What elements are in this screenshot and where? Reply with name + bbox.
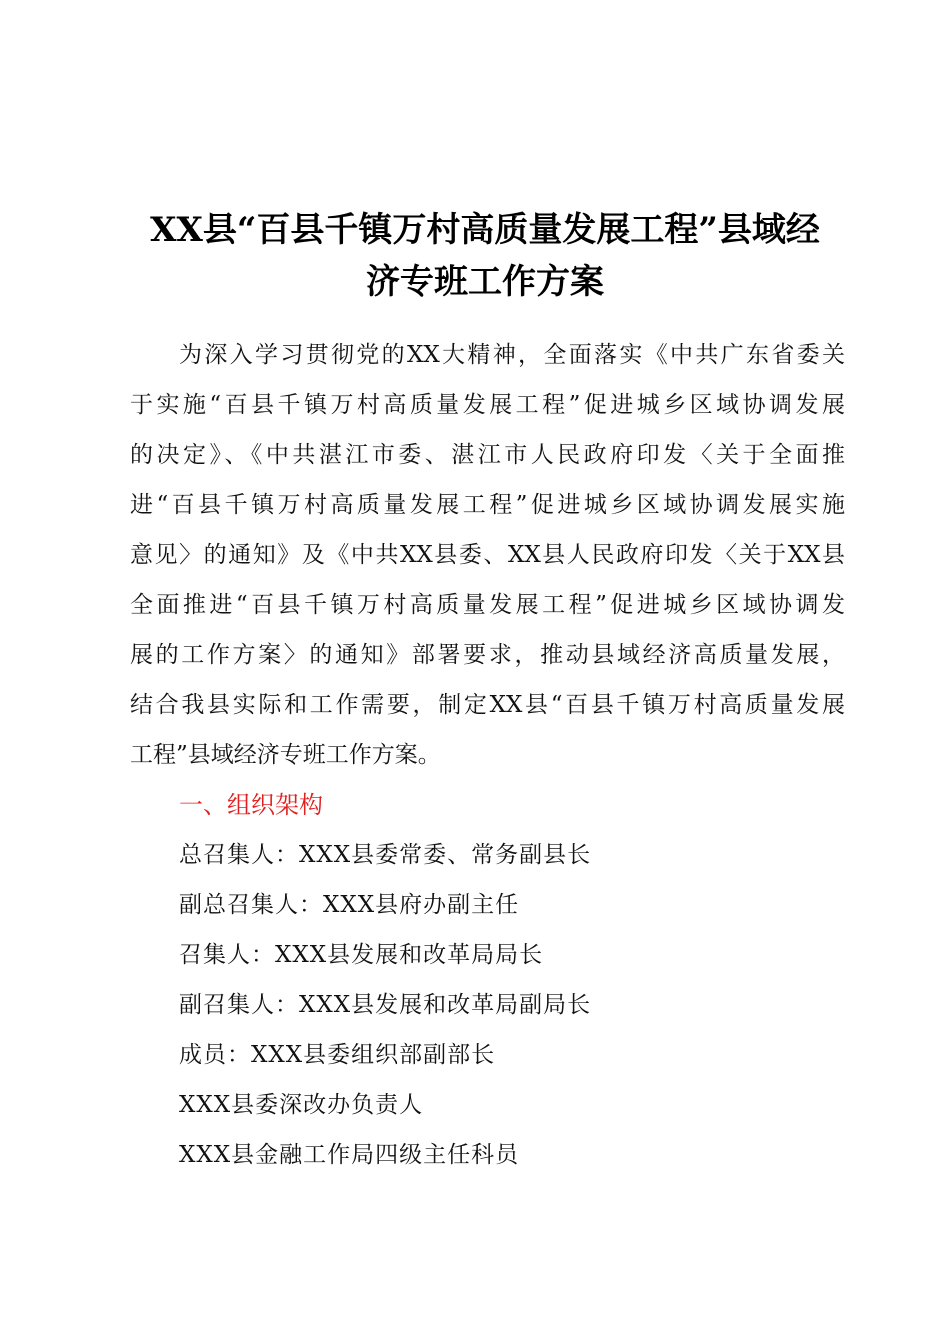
intro-line: 工程”县域经济专班工作方案。 <box>130 742 441 768</box>
document-title <box>115 204 855 308</box>
intro-line: 展的工作方案〉的通知》部署要求，推动县域经济高质量发展， <box>130 642 845 668</box>
intro-line: 为深入学习贯彻党的XX大精神，全面落实《中共广东省委关 <box>179 342 845 368</box>
title-line-1: XX县“百县千镇万村高质量发展工程”县域经 <box>150 210 820 250</box>
member-item: 成员：XXX县委组织部副部长 <box>179 1042 496 1068</box>
intro-paragraph <box>130 330 845 780</box>
intro-line: 全面推进“百县千镇万村高质量发展工程”促进城乡区域协调发 <box>130 592 845 618</box>
member-item: 召集人：XXX县发展和改革局局长 <box>179 942 544 968</box>
intro-line: 的决定》、《中共湛江市委、湛江市人民政府印发〈关于全面推 <box>130 442 845 468</box>
member-item: XXX县委深改办负责人 <box>179 1092 424 1118</box>
intro-line: 意见〉的通知》及《中共XX县委、XX县人民政府印发〈关于XX县 <box>130 542 845 568</box>
member-item: XXX县金融工作局四级主任科员 <box>179 1142 520 1168</box>
section-heading: 一、组织架构 <box>179 791 323 819</box>
intro-line: 结合我县实际和工作需要，制定XX县“百县千镇万村高质量发展 <box>130 692 845 718</box>
intro-line: 于实施“百县千镇万村高质量发展工程”促进城乡区域协调发展 <box>130 392 845 418</box>
intro-line: 进“百县千镇万村高质量发展工程”促进城乡区域协调发展实施 <box>130 492 845 518</box>
member-item: 副总召集人：XXX县府办副主任 <box>179 892 520 918</box>
member-list <box>179 830 839 1180</box>
member-item: 总召集人：XXX县委常委、常务副县长 <box>179 842 592 868</box>
title-line-2: 济专班工作方案 <box>366 262 604 302</box>
member-item: 副召集人：XXX县发展和改革局副局长 <box>179 992 592 1018</box>
